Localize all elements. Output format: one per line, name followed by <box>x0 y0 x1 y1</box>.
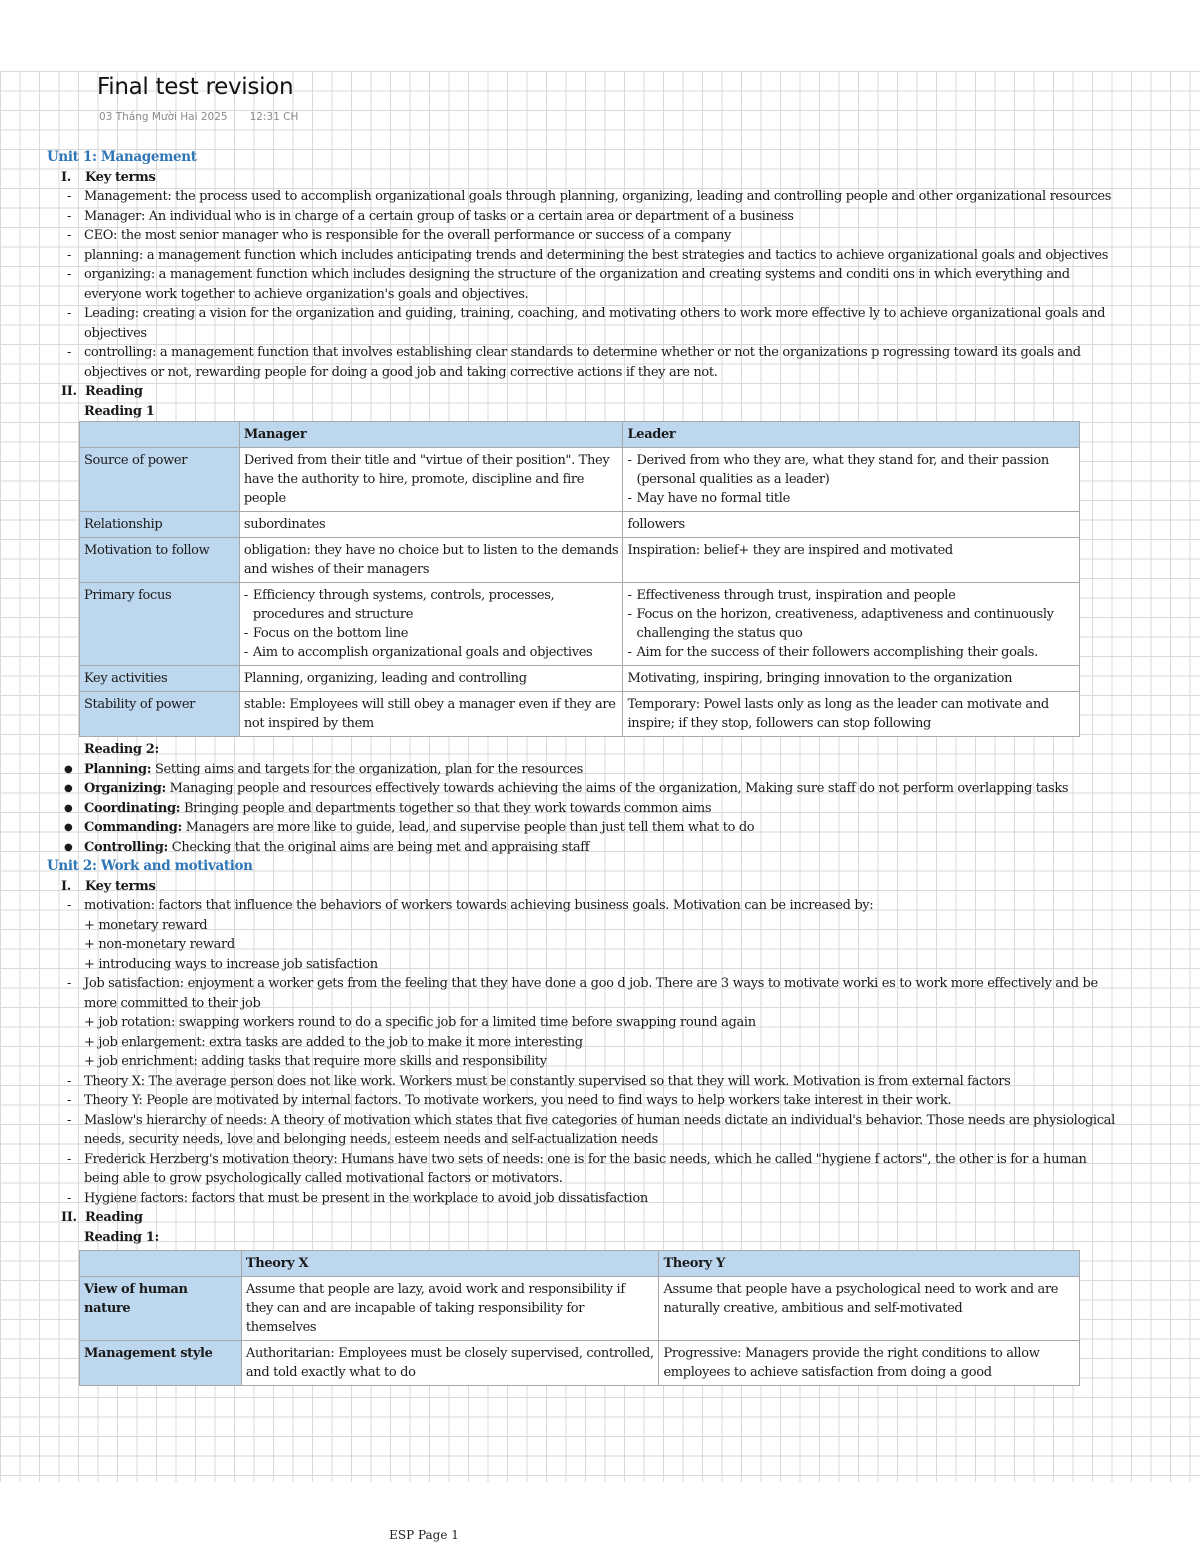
unit2-reading1-label: Reading 1: <box>84 1229 159 1245</box>
list-item: - Hygiene factors: factors that must be present in the workplace to avoid job dissatisfaction <box>67 1190 648 1206</box>
function-desc: Managers are more like to guide, lead, and supervise people than just tell them what to do <box>181 820 755 835</box>
cell-list-item: - Aim to accomplish organizational goals and objectives <box>243 645 593 660</box>
function-item: ● Controlling: Checking that the original aims are being met and appraising staff <box>64 839 590 855</box>
unit1-key-terms-heading <box>47 168 1117 188</box>
list-item: - Manager: An individual who is in charge of a certain group of tasks or a certain area or department of a business <box>67 208 794 224</box>
list-item: - Theory Y: People are motivated by internal factors. To motivate workers, you need to find ways to help workers take interest in their work. <box>67 1093 952 1108</box>
cell-list-item: - Aim for the success of their followers accomplishing their goals. <box>627 645 1038 660</box>
cell-text: Planning, organizing, leading and controlling <box>243 671 527 686</box>
table-row <box>80 666 1080 692</box>
function-item: ● Planning: Setting aims and targets for the organization, plan for the resources <box>64 761 583 777</box>
table-row <box>80 692 1080 737</box>
section-label: Reading <box>85 384 143 399</box>
page-footer: ESP Page 1 <box>389 1528 459 1542</box>
function-item: ● Coordinating: Bringing people and departments together so that they work towards common aims <box>64 800 712 816</box>
table-cell <box>623 512 1080 538</box>
row-label: View of human nature <box>80 1277 242 1341</box>
reading2-label: Reading 2: <box>84 742 159 757</box>
term-text: controlling: a management function that involves establishing clear standards to determine whether or not the organizations p rogressing toward its goals and objectives or not, rewarding people for doing a good job and taking corrective actions if they are not. <box>84 345 1081 380</box>
row-label: Stability of power <box>80 692 240 737</box>
term-text: Hygiene factors: factors that must be present in the workplace to avoid job dissatisfaction <box>84 1190 648 1206</box>
table-cell <box>239 692 623 737</box>
term-text: organizing: a management function which includes designing the structure of the organization and creating systems and conditi ons in which everything and everyone work together to achieve organization's goals and objectives. <box>84 267 1070 302</box>
table-cell <box>623 538 1080 583</box>
function-term: Controlling: <box>84 839 168 855</box>
table-cell <box>623 583 1080 666</box>
table-row <box>80 1277 1080 1341</box>
page-date: 03 Tháng Mười Hai 2025 <box>99 111 228 123</box>
list-item: - controlling: a management function that involves establishing clear standards to determine whether or not the organizations p rogressing toward its goals and objectives or not, rewarding people for doing a good job and taking corrective actions if they are not. <box>67 345 1081 380</box>
table-row <box>80 1341 1080 1386</box>
table-row <box>80 448 1080 512</box>
cell-text: Aim to accomplish organizational goals and objectives <box>252 645 593 660</box>
unit2-heading: Unit 2: Work and motivation <box>47 858 253 874</box>
cell-list-item: - May have no formal title <box>627 491 790 506</box>
term-text: Maslow's hierarchy of needs: A theory of motivation which states that five categories of human needs dictate an individual's behavior. Those needs are physiological needs, security needs, love and belonging needs, esteem needs and self-actualization needs <box>84 1112 1115 1147</box>
reading1-label: Reading 1 <box>84 403 155 419</box>
row-label: Management style <box>80 1341 242 1386</box>
table-cell <box>239 583 623 666</box>
note-content <box>47 148 1117 1386</box>
cell-text: followers <box>627 517 685 532</box>
unit2-terms-list <box>47 1072 1117 1209</box>
cell-text: Inspiration: belief+ they are inspired and motivated <box>627 543 953 558</box>
function-term: Planning: <box>84 761 152 777</box>
term-text: planning: a management function which includes anticipating trends and determining the best strategies and tactics to achieve organizational goals and objectives <box>84 247 1109 263</box>
table-header-theory-x: Theory X <box>241 1251 659 1277</box>
list-item: - Job satisfaction: enjoyment a worker gets from the feeling that they have done a goo d job. There are 3 ways to motivate worki es to work more effectively and be more committed to their job <box>67 976 1098 1011</box>
page-meta <box>99 111 298 123</box>
section-label: Key terms <box>85 878 156 894</box>
list-item: - planning: a management function which includes anticipating trends and determining the best strategies and tactics to achieve organizational goals and objectives <box>67 247 1109 263</box>
cell-list-item: - Effectiveness through trust, inspiration and people <box>627 588 956 603</box>
table-corner-cell <box>80 1251 242 1277</box>
term-text: Management: the process used to accomplish organizational goals through planning, organizing, leading and controlling people and other organizational resources <box>84 189 1112 204</box>
job-ways-list <box>47 1013 1117 1072</box>
cell-list-item: - Focus on the bottom line <box>243 626 409 641</box>
page-title: Final test revision <box>97 74 294 100</box>
unit1-reading-heading <box>47 382 1117 402</box>
cell-text: Efficiency through systems, controls, processes, procedures and structure <box>252 588 555 622</box>
row-label: Source of power <box>80 448 240 512</box>
table-header-row <box>80 422 1080 448</box>
table-header-leader: Leader <box>623 422 1080 448</box>
term-text: Manager: An individual who is in charge of a certain group of tasks or a certain area or department of a business <box>84 208 794 224</box>
term-text: motivation: factors that influence the behaviors of workers towards achieving business goals. Motivation can be increased by: <box>84 898 874 913</box>
roman-numeral: II. <box>61 384 77 399</box>
table-cell: Authoritarian: Employees must be closely supervised, controlled, and told exactly what to do <box>241 1341 659 1386</box>
table-cell: Assume that people are lazy, avoid work and responsibility if they can and are incapable of taking responsibility for themselves <box>241 1277 659 1341</box>
table-cell <box>239 538 623 583</box>
motivation-ways-list <box>47 916 1117 975</box>
list-item: - Frederick Herzberg's motivation theory: Humans have two sets of needs: one is for the basic needs, which he called "hygiene f actors", the other is for a human being able to grow psychologically called motivational factors or motivators. <box>67 1151 1087 1186</box>
function-term: Organizing: <box>84 781 166 796</box>
list-item: - organizing: a management function which includes designing the structure of the organization and creating systems and conditi ons in which everything and everyone work together to achieve organization's goals and objectives. <box>67 267 1070 302</box>
function-desc: Bringing people and departments together so that they work towards common aims <box>180 800 712 816</box>
list-item: - CEO: the most senior manager who is responsible for the overall performance or success of a company <box>67 228 731 243</box>
sub-list-item: + job enlargement: extra tasks are added to the job to make it more interesting <box>84 1034 583 1050</box>
unit1-heading: Unit 1: Management <box>47 149 197 165</box>
cell-text: Aim for the success of their followers accomplishing their goals. <box>636 645 1038 660</box>
cell-text: subordinates <box>243 517 326 532</box>
function-desc: Managing people and resources effectively towards achieving the aims of the organization, Making sure staff do not perform overlapping tasks <box>165 781 1069 796</box>
function-item: ● Organizing: Managing people and resources effectively towards achieving the aims of the organization, Making sure staff do not perform overlapping tasks <box>64 781 1069 796</box>
cell-text: Temporary: Powel lasts only as long as the leader can motivate and inspire; if they stop, followers can stop following <box>627 697 1049 731</box>
row-label: Primary focus <box>80 583 240 666</box>
table-corner-cell <box>80 422 240 448</box>
function-item: ● Commanding: Managers are more like to guide, lead, and supervise people than just tell them what to do <box>64 820 755 835</box>
cell-text: stable: Employees will still obey a manager even if they are not inspired by them <box>243 697 616 731</box>
section-label: Reading <box>85 1210 143 1225</box>
term-text: Theory Y: People are motivated by internal factors. To motivate workers, you need to find ways to help workers take interest in their work. <box>84 1093 952 1108</box>
list-item: - Management: the process used to accomplish organizational goals through planning, organizing, leading and controlling people and other organizational resources <box>67 189 1112 204</box>
cell-list-item: - Efficiency through systems, controls, processes, procedures and structure <box>243 588 555 622</box>
roman-numeral: I. <box>61 878 71 894</box>
roman-numeral: I. <box>61 169 71 185</box>
list-item: - Leading: creating a vision for the organization and guiding, training, coaching, and motivating others to work more effective ly to achieve organizational goals and objectives <box>67 306 1106 341</box>
table-cell <box>623 448 1080 512</box>
cell-text: Derived from who they are, what they stand for, and their passion (personal qualities as a leader) <box>636 453 1049 487</box>
table-cell <box>239 512 623 538</box>
table-header-manager: Manager <box>239 422 623 448</box>
page-time: 12:31 CH <box>249 111 299 123</box>
sub-list-item: + non-monetary reward <box>84 937 235 952</box>
table-cell <box>623 666 1080 692</box>
manager-leader-table <box>79 421 1080 737</box>
sub-list-item: + monetary reward <box>84 917 208 933</box>
row-label: Key activities <box>80 666 240 692</box>
sub-list-item: + job enrichment: adding tasks that require more skills and responsibility <box>84 1054 547 1069</box>
cell-text: Effectiveness through trust, inspiration and people <box>636 588 956 603</box>
list-item: - Maslow's hierarchy of needs: A theory of motivation which states that five categories of human needs dictate an individual's behavior. Those needs are physiological needs, security needs, love and belonging needs, esteem needs and self-actualization needs <box>67 1112 1115 1147</box>
unit1-terms-list <box>47 187 1117 382</box>
sub-list-item: + introducing ways to increase job satisfaction <box>84 956 378 972</box>
term-text: Frederick Herzberg's motivation theory: Humans have two sets of needs: one is for the basic needs, which he called "hygiene f actors", the other is for a human being able to grow psychologically called motivational factors or motivators. <box>84 1151 1087 1186</box>
table-cell <box>623 692 1080 737</box>
table-row <box>80 583 1080 666</box>
table-cell <box>239 448 623 512</box>
cell-text: Focus on the bottom line <box>252 626 409 641</box>
table-row <box>80 538 1080 583</box>
page-bottom-area <box>0 1482 1200 1555</box>
term-text: CEO: the most senior manager who is responsible for the overall performance or success of a company <box>84 228 731 243</box>
management-functions-list <box>47 760 1117 858</box>
cell-list-item: - Focus on the horizon, creativeness, adaptiveness and continuously challenging the status quo <box>627 607 1054 641</box>
cell-text: Focus on the horizon, creativeness, adaptiveness and continuously challenging the status quo <box>636 607 1054 641</box>
cell-text: obligation: they have no choice but to listen to the demands and wishes of their managers <box>243 543 619 577</box>
table-header-theory-y: Theory Y <box>659 1251 1080 1277</box>
table-header-row <box>80 1251 1080 1277</box>
list-item: - Theory X: The average person does not like work. Workers must be constantly supervised so that they will work. Motivation is from external factors <box>67 1073 1011 1089</box>
sub-list-item: + job rotation: swapping workers round to do a specific job for a limited time before swapping round again <box>84 1015 756 1030</box>
list-item: - motivation: factors that influence the behaviors of workers towards achieving business goals. Motivation can be increased by: <box>67 898 874 913</box>
unit2-reading-heading <box>47 1208 1117 1228</box>
cell-list-item: - Derived from who they are, what they stand for, and their passion (personal qualities as a leader) <box>627 453 1049 487</box>
table-cell: Assume that people have a psychological need to work and are naturally creative, ambitious and self-motivated <box>659 1277 1080 1341</box>
term-text: Theory X: The average person does not like work. Workers must be constantly supervised so that they will work. Motivation is from external factors <box>84 1073 1011 1089</box>
function-term: Commanding: <box>84 820 182 835</box>
section-label: Key terms <box>85 169 156 185</box>
cell-text: Derived from their title and "virtue of their position". They have the authority to hire, promote, discipline and fire people <box>243 453 610 506</box>
roman-numeral: II. <box>61 1210 77 1225</box>
row-label: Relationship <box>80 512 240 538</box>
row-label: Motivation to follow <box>80 538 240 583</box>
cell-text: May have no formal title <box>636 491 790 506</box>
page-header-area <box>0 0 1200 71</box>
table-cell: Progressive: Managers provide the right conditions to allow employees to achieve satisfaction from doing a good <box>659 1341 1080 1386</box>
function-desc: Checking that the original aims are being met and appraising staff <box>167 839 590 855</box>
theory-xy-table <box>79 1250 1080 1386</box>
term-text: Leading: creating a vision for the organization and guiding, training, coaching, and motivating others to work more effective ly to achieve organizational goals and objectives <box>84 306 1106 341</box>
table-row <box>80 512 1080 538</box>
function-term: Coordinating: <box>84 800 181 816</box>
cell-text: Motivating, inspiring, bringing innovation to the organization <box>627 671 1013 686</box>
table-cell <box>239 666 623 692</box>
unit2-key-terms-heading <box>47 877 1117 897</box>
term-text: Job satisfaction: enjoyment a worker gets from the feeling that they have done a goo d job. There are 3 ways to motivate worki es to work more effectively and be more committed to their job <box>84 976 1098 1011</box>
function-desc: Setting aims and targets for the organization, plan for the resources <box>151 761 583 777</box>
